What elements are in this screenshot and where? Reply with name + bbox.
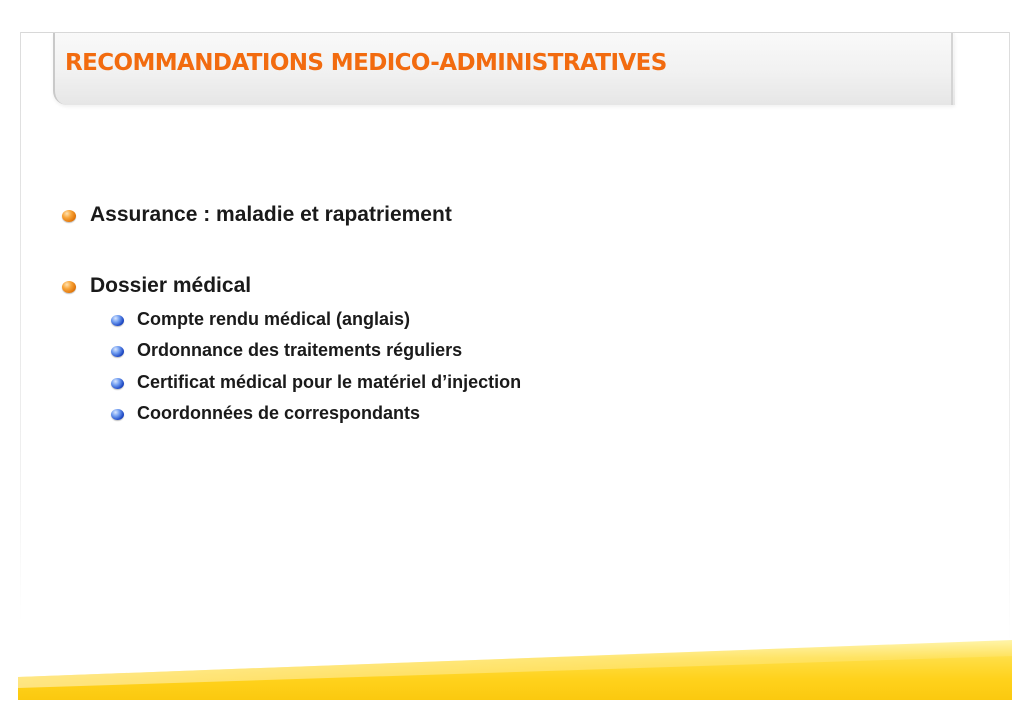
page-title: RECOMMANDATIONS MEDICO-ADMINISTRATIVES [65, 50, 667, 76]
blue-bullet-icon [111, 378, 124, 389]
sub-bullet-label: Coordonnées de correspondants [137, 403, 421, 423]
sub-bullet-label: Compte rendu médical (anglais) [137, 309, 411, 329]
orange-bullet-icon [62, 281, 76, 293]
blue-bullet-icon [111, 315, 124, 326]
blue-bullet-icon [111, 409, 124, 420]
slide-frame-left [20, 32, 21, 622]
sub-bullet-label: Certificat médical pour le matériel d’injection [137, 372, 522, 392]
bullet-label: Assurance : maladie et rapatriement [90, 203, 452, 226]
orange-bullet-icon [62, 210, 76, 222]
sub-bullet-label: Ordonnance des traitements réguliers [137, 340, 463, 360]
bullet-label: Dossier médical [90, 274, 252, 297]
slide-frame-right [1009, 32, 1010, 642]
blue-bullet-icon [111, 346, 124, 357]
title-banner-edge [951, 33, 953, 105]
